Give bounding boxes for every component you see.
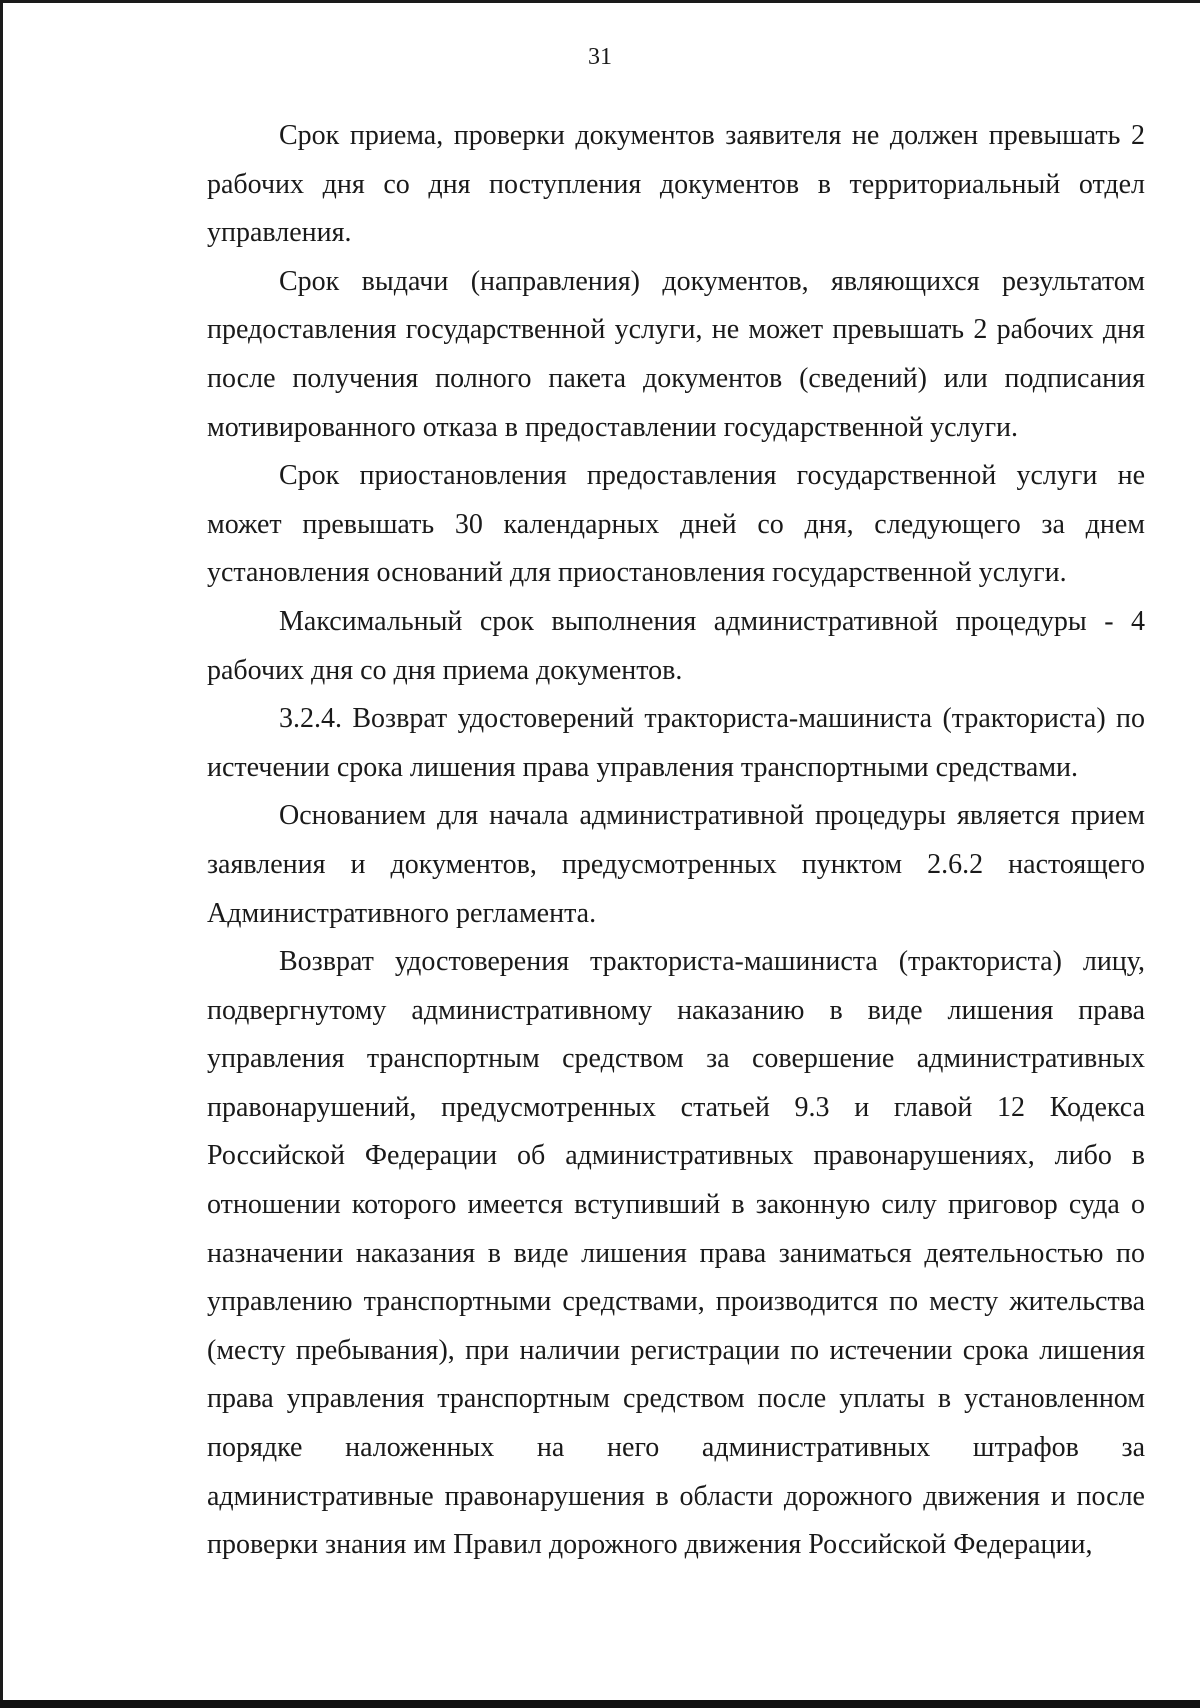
paragraph-procedure-basis: Основанием для начала административной процедуры является прием заявления и документов, предусмотренных пунктом 2.6.2 настоящего Административного регламента. [207, 800, 1145, 929]
paragraph-section-3-2-4-heading: 3.2.4. Возврат удостоверений тракториста-машиниста (тракториста) по истечении срока лишения права управления транспортными средствами. [207, 703, 1145, 783]
paragraph-license-return-conditions: Возврат удостоверения тракториста-машиниста (тракториста) лицу, подвергнутому административному наказанию в виде лишения права управления транспортным средством за совершение административных правонарушений, предусмотренных статьей 9.3 и главой 12 Кодекса Российской Федерации об административных правонарушениях, либо в отношении которого имеется вступивший в законную силу приговор суда о назначении наказания в виде лишения права заниматься деятельностью по управлению транспортными средствами, производится по месту жительства (месту пребывания), при наличии регистрации по истечении срока лишения права управления транспортным средством после уплаты в установленном порядке наложенных на него административных штрафов за административные правонарушения в области дорожного движения и после проверки знания им Правил дорожного движения Российской Федерации, [207, 946, 1145, 1561]
paragraph-issuance-term: Срок выдачи (направления) документов, являющихся результатом предоставления государственной услуги, не может превышать 2 рабочих дня после получения полного пакета документов (сведений) или подписания мотивированного отказа в предоставлении государственной услуги. [207, 265, 1145, 443]
paragraph-document-review-term: Срок приема, проверки документов заявителя не должен превышать 2 рабочих дня со дня поступления документов в территориальный отдел управления. [207, 120, 1145, 249]
page-number: 31 [588, 44, 612, 70]
document-body [207, 112, 1145, 1570]
scan-border-bottom [0, 1700, 1200, 1708]
paragraph-suspension-term: Срок приостановления предоставления государственной услуги не может превышать 30 календарных дней со дня, следующего за днем установления оснований для приостановления государственной услуги. [207, 460, 1145, 589]
scan-border-left [0, 0, 3, 1708]
scan-border-top [0, 0, 1200, 3]
paragraph-max-procedure-term: Максимальный срок выполнения административной процедуры - 4 рабочих дня со дня приема документов. [207, 605, 1145, 686]
